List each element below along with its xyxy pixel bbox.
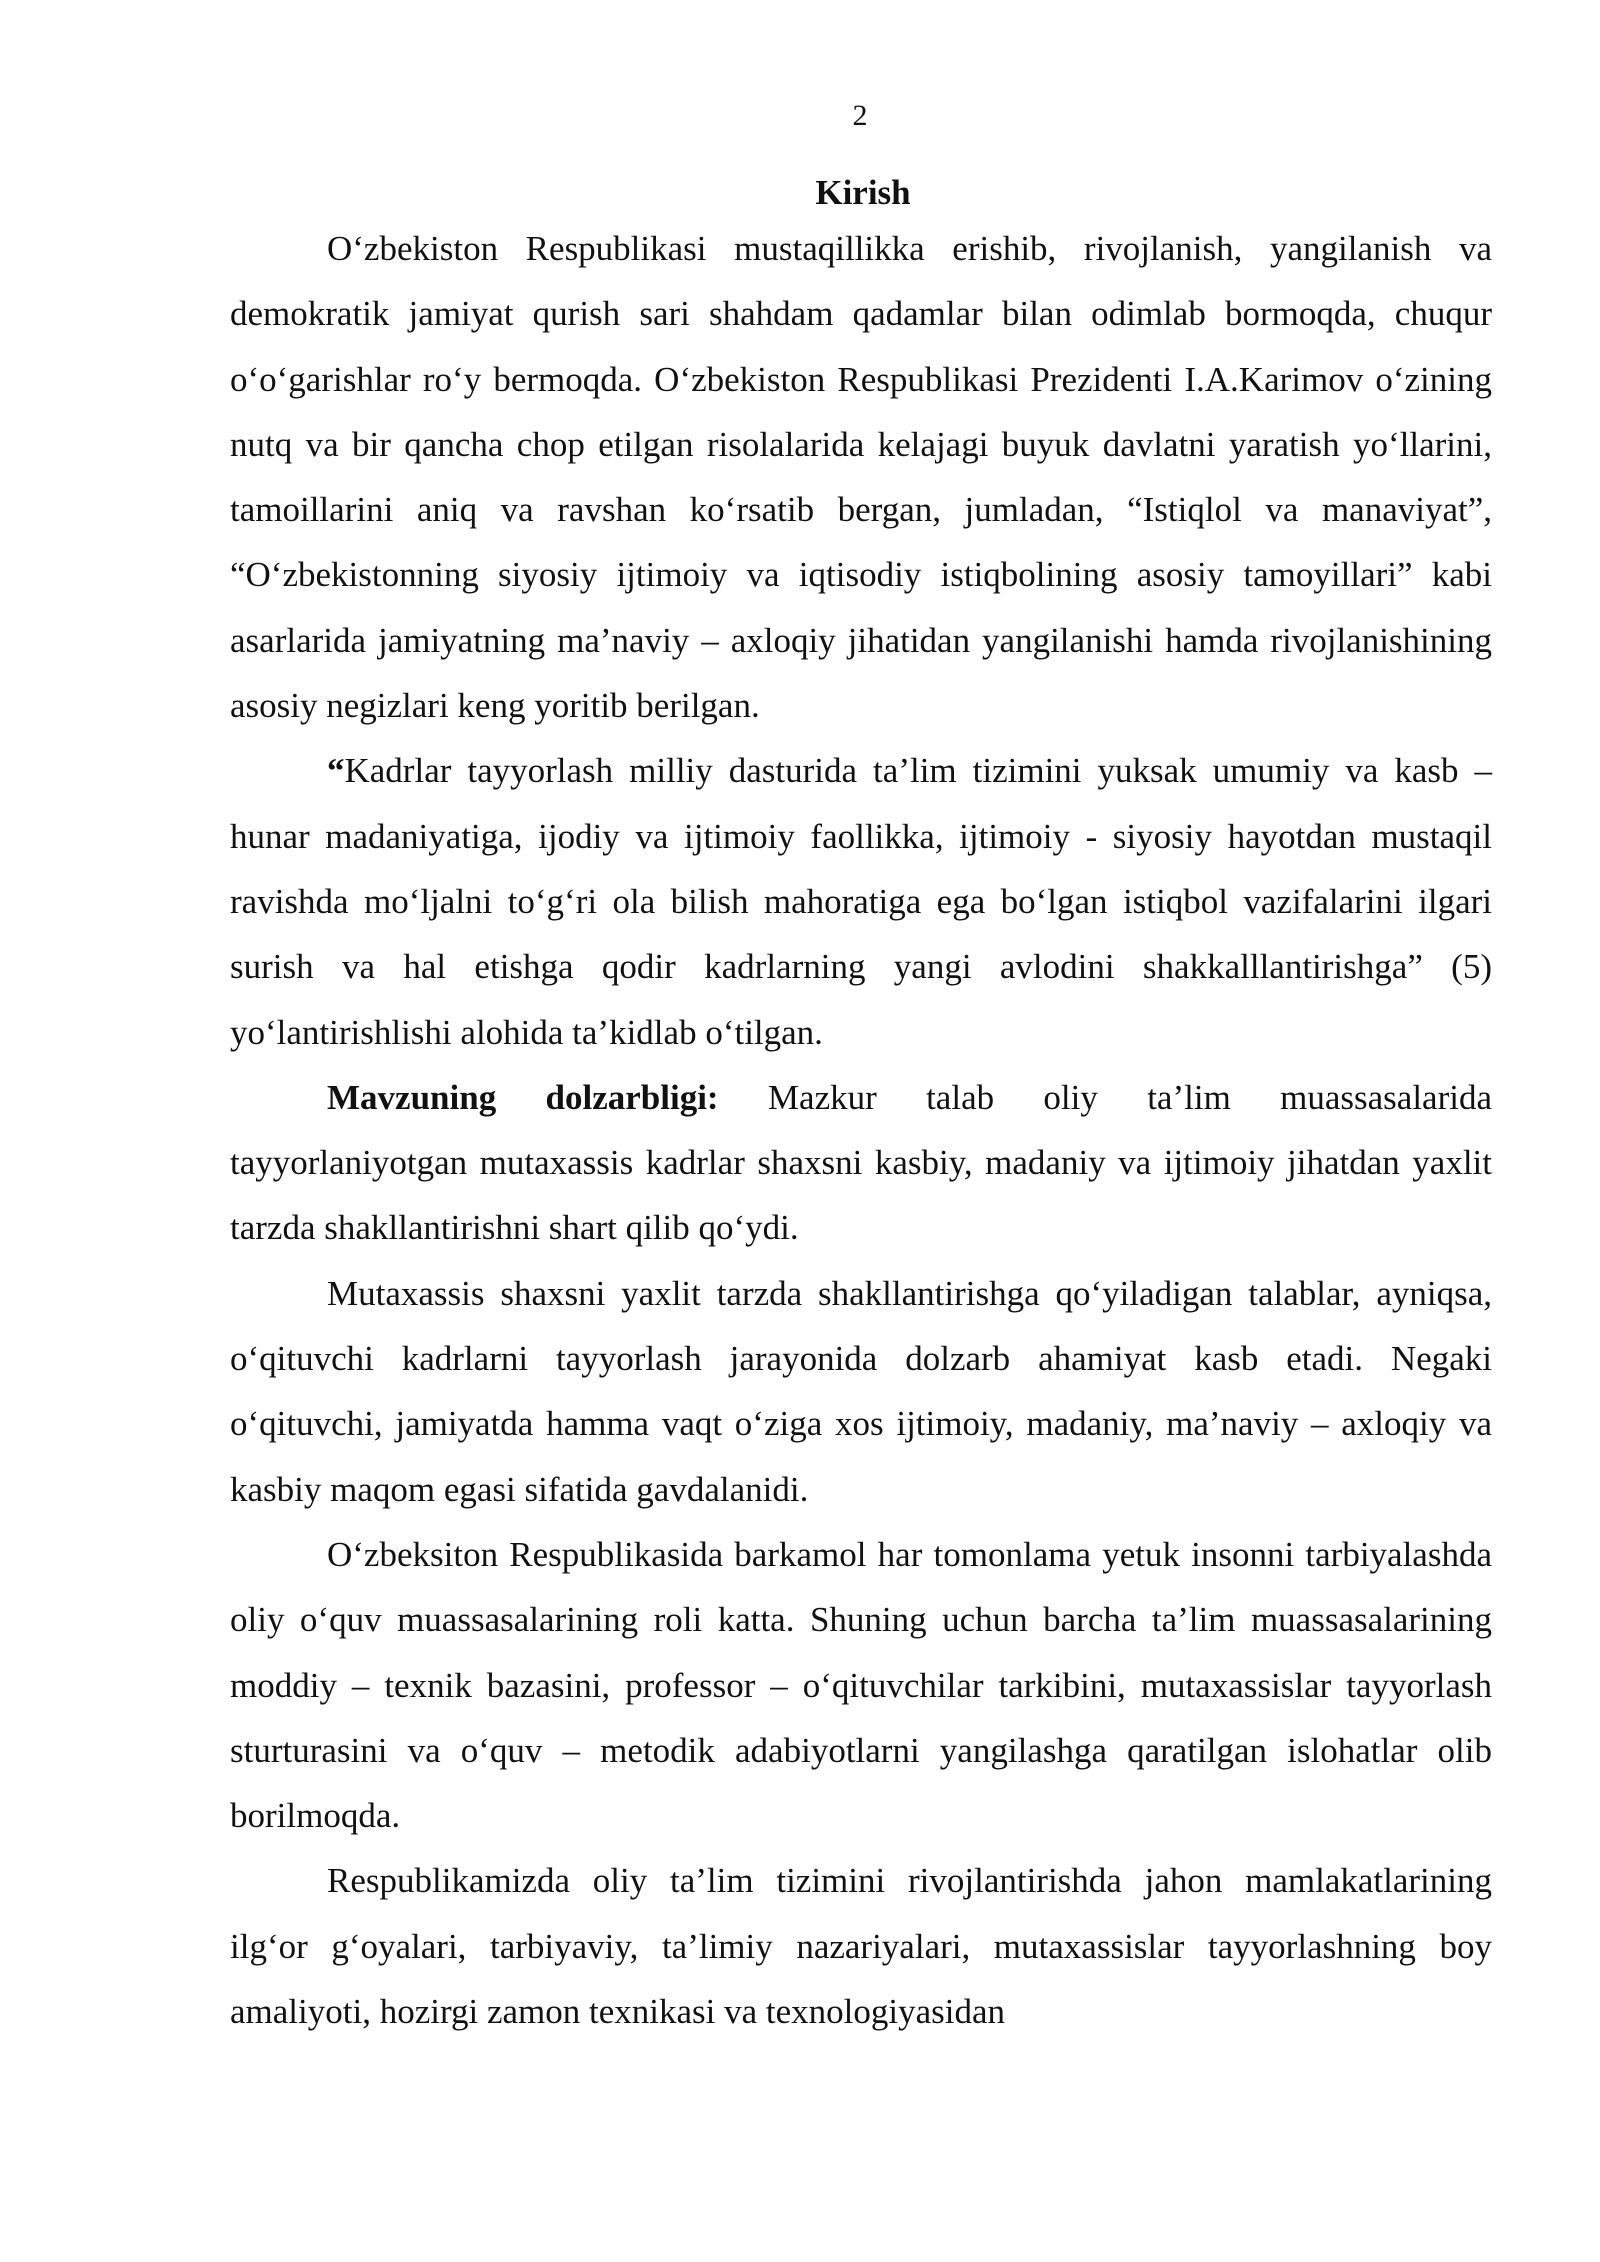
page-content bbox=[230, 170, 1492, 2044]
paragraph-text: O‘zbeksiton Respublikasida barkamol har tomonlama yetuk insonni tarbiyalashda oliy o‘quv muassasalarining roli katta. Shuning uchun barcha ta’lim muassasalarining moddiy – texnik bazasini, professor – o‘qituvchilar tarkibini, mutaxassislar tayyorlash sturturasini va o‘quv – metodik adabiyotlarni yangilashga qaratilgan islohatlar olib borilmoqda. bbox=[230, 1534, 1492, 1836]
paragraph-1 bbox=[230, 216, 1492, 738]
paragraph-text: Mazkur talab oliy ta’lim muassasalarida tayyorlaniyotgan mutaxassis kadrlar shaxsni kasbiy, madaniy va ijtimoiy jihatdan yaxlit tarzda shakllantirishni shart qilib qo‘ydi. bbox=[230, 1077, 1492, 1248]
page-number: 2 bbox=[852, 99, 868, 132]
paragraph-3 bbox=[230, 1065, 1492, 1261]
paragraph-2 bbox=[230, 738, 1492, 1064]
topic-relevance-label: Mavzuning dolzarbligi: bbox=[327, 1077, 719, 1117]
paragraph-text: Mutaxassis shaxsni yaxlit tarzda shakllantirishga qo‘yiladigan talablar, ayniqsa, o‘qituvchi kadrlarni tayyorlash jarayonida dolzarb ahamiyat kasb etadi. Negaki o‘qituvchi, jamiyatda hamma vaqt o‘ziga xos ijtimoiy, madaniy, ma’naviy – axloqiy va kasbiy maqom egasi sifatida gavdalanidi. bbox=[230, 1273, 1492, 1509]
opening-quote: “ bbox=[327, 751, 345, 791]
paragraph-text: O‘zbekiston Respublikasi mustaqillikka erishib, rivojlanish, yangilanish va demokratik jamiyat qurish sari shahdam qadamlar bilan odimlab bormoqda, chuqur o‘o‘garishlar ro‘y bermoqda. O‘zbekiston Respublikasi Prezidenti I.A.Karimov o‘zining nutq va bir qancha chop etilgan risolalarida kelajagi buyuk davlatni yaratish yo‘llarini, tamoillarini aniq va ravshan ko‘rsatib bergan, jumladan, “Istiqlol va manaviyat”, “O‘zbekistonning siyosiy ijtimoiy va iqtisodiy istiqbolining asosiy tamoyillari” kabi asarlarida jamiyatning ma’naviy – axloqiy jihatidan yangilanishi hamda rivojlanishining asosiy negizlari keng yoritib berilgan. bbox=[230, 229, 1492, 726]
paragraph-4 bbox=[230, 1261, 1492, 1522]
paragraph-6 bbox=[230, 1848, 1492, 2044]
paragraph-5 bbox=[230, 1522, 1492, 1848]
paragraph-text: Kadrlar tayyorlash milliy dasturida ta’lim tizimini yuksak umumiy va kasb – hunar madaniyatiga, ijodiy va ijtimoiy faollikka, ijtimoiy - siyosiy hayotdan mustaqil ravishda mo‘ljalni to‘g‘ri ola bilish mahoratiga ega bo‘lgan istiqbol vazifalarini ilgari surish va hal etishga qodir kadrlarning yangi avlodini shakkalllantirishga” (5) yo‘lantirishlishi alohida ta’kidlab o‘tilgan. bbox=[230, 751, 1492, 1052]
paragraph-text: Respublikamizda oliy ta’lim tizimini rivojlantirishda jahon mamlakatlarining ilg‘or g‘oyalari, tarbiyaviy, ta’limiy nazariyalari, mutaxassislar tayyorlashning boy amaliyoti, hozirgi zamon texnikasi va texnologiyasidan bbox=[230, 1861, 1492, 2032]
page-title: Kirish bbox=[815, 173, 911, 212]
